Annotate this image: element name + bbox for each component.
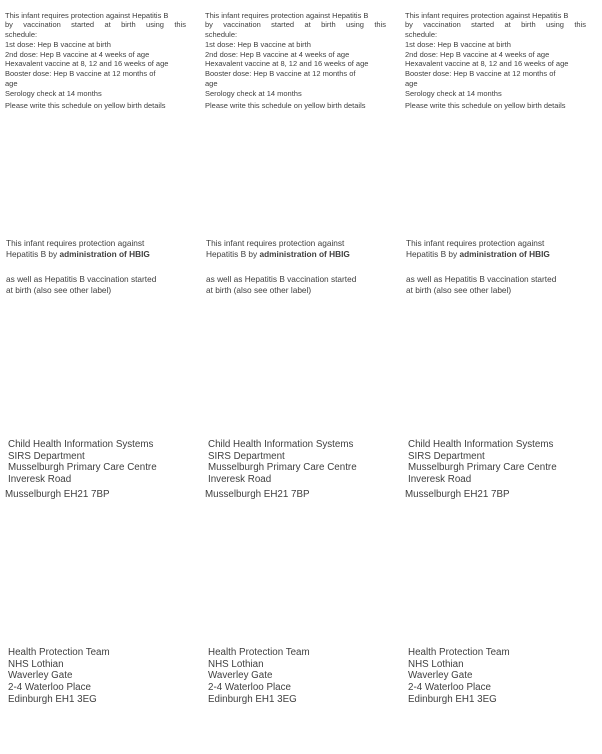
hbig-label: [405, 238, 600, 296]
label-text-line: age: [405, 79, 418, 89]
label-note-line: Please write this schedule on yellow birth details: [205, 100, 366, 110]
address-line: Edinburgh EH1 3EG: [408, 693, 497, 705]
label-text-line: 2nd dose: Hep B vaccine at 4 weeks of age: [5, 49, 150, 59]
chis-address-label: [205, 439, 400, 501]
address-line: Edinburgh EH1 3EG: [208, 693, 297, 705]
label-text-line: 2nd dose: Hep B vaccine at 4 weeks of age: [205, 49, 350, 59]
label-text-line: Serology check at 14 months: [5, 88, 102, 98]
label-text-line: age: [5, 79, 18, 89]
label-text-line: at birth (also see other label): [206, 284, 312, 295]
label-text-line: as well as Hepatitis B vaccination started: [406, 273, 557, 284]
schedule-labels-row: [0, 11, 602, 111]
label-text-line: by vaccination started at birth using this: [405, 20, 586, 30]
label-text-segment: Hepatitis B by: [406, 249, 460, 260]
label-note-line: Please write this schedule on yellow birth details: [5, 100, 166, 110]
address-line: NHS Lothian: [208, 658, 264, 670]
label-text-line: This infant requires protection against: [6, 238, 145, 248]
label-text-line: at birth (also see other label): [406, 284, 512, 295]
label-text-line: age: [205, 79, 218, 89]
label-text-line: Booster dose: Hep B vaccine at 12 months of: [5, 69, 156, 79]
hpt-address-label: [205, 647, 400, 706]
label-text-line: This infant requires protection against Hepatitis B: [5, 10, 169, 20]
address-line: Inveresk Road: [408, 474, 472, 486]
label-text-line: Serology check at 14 months: [405, 88, 502, 98]
address-line: Child Health Information Systems: [408, 439, 554, 450]
address-line: Musselburgh EH21 7BP: [5, 488, 110, 500]
address-line: 2-4 Waterloo Place: [208, 682, 291, 694]
hpt-address-row: [0, 647, 602, 706]
hepb-schedule-label: [405, 11, 600, 111]
label-text-line: This infant requires protection against: [206, 238, 345, 248]
chis-address-label: [405, 439, 600, 501]
label-text-line: Hexavalent vaccine at 8, 12 and 16 weeks of age: [5, 59, 169, 69]
label-text-line: 2nd dose: Hep B vaccine at 4 weeks of age: [405, 49, 550, 59]
address-line: SIRS Department: [8, 450, 85, 462]
address-line: Child Health Information Systems: [208, 439, 354, 450]
label-text-segment: Hepatitis B by: [6, 249, 60, 260]
label-bold-segment: administration of HBIG: [259, 249, 350, 260]
address-line: Health Protection Team: [208, 647, 310, 658]
label-bold-segment: administration of HBIG: [459, 249, 550, 260]
address-line: Musselburgh Primary Care Centre: [208, 462, 357, 474]
label-text-line: [406, 249, 600, 260]
label-text-line: Hexavalent vaccine at 8, 12 and 16 weeks of age: [405, 59, 569, 69]
address-line: Waverley Gate: [208, 670, 273, 682]
hepb-schedule-label: [205, 11, 400, 111]
address-line: SIRS Department: [408, 450, 485, 462]
label-text-line: by vaccination started at birth using this: [5, 20, 186, 30]
address-line: NHS Lothian: [8, 658, 64, 670]
chis-address-row: [0, 439, 602, 501]
address-line: Child Health Information Systems: [8, 439, 154, 450]
label-text-line: [6, 249, 200, 260]
hbig-labels-row: [0, 238, 602, 296]
label-text-line: 1st dose: Hep B vaccine at birth: [5, 39, 111, 49]
address-line: Health Protection Team: [408, 647, 510, 658]
hpt-address-label: [5, 647, 200, 706]
address-line: Inveresk Road: [208, 474, 272, 486]
address-line: SIRS Department: [208, 450, 285, 462]
hbig-label: [5, 238, 200, 296]
label-text-line: schedule:: [205, 30, 238, 40]
label-text-line: Serology check at 14 months: [205, 88, 302, 98]
address-line: Edinburgh EH1 3EG: [8, 693, 97, 705]
address-line: Musselburgh Primary Care Centre: [408, 462, 557, 474]
label-bold-segment: administration of HBIG: [59, 249, 150, 260]
address-line: Waverley Gate: [408, 670, 473, 682]
label-text-line: Hexavalent vaccine at 8, 12 and 16 weeks of age: [205, 59, 369, 69]
hepb-schedule-label: [5, 11, 200, 111]
address-line: NHS Lothian: [408, 658, 464, 670]
label-text-line: This infant requires protection against Hepatitis B: [405, 10, 569, 20]
label-text-line: [206, 249, 400, 260]
label-text-line: This infant requires protection against Hepatitis B: [205, 10, 369, 20]
address-line: Inveresk Road: [8, 474, 72, 486]
hpt-address-label: [405, 647, 600, 706]
label-text-line: as well as Hepatitis B vaccination started: [206, 273, 357, 284]
label-text-line: 1st dose: Hep B vaccine at birth: [205, 39, 311, 49]
label-text-line: Booster dose: Hep B vaccine at 12 months of: [205, 69, 356, 79]
label-note-line: Please write this schedule on yellow birth details: [405, 100, 566, 110]
chis-address-label: [5, 439, 200, 501]
address-line: Musselburgh Primary Care Centre: [8, 462, 157, 474]
label-text-segment: Hepatitis B by: [206, 249, 260, 260]
label-text-line: at birth (also see other label): [6, 284, 112, 295]
label-text-line: as well as Hepatitis B vaccination started: [6, 273, 157, 284]
label-text-line: This infant requires protection against: [406, 238, 545, 248]
label-text-line: schedule:: [405, 30, 438, 40]
hbig-label: [205, 238, 400, 296]
label-text-line: by vaccination started at birth using this: [205, 20, 386, 30]
label-text-line: 1st dose: Hep B vaccine at birth: [405, 39, 511, 49]
address-line: Musselburgh EH21 7BP: [405, 488, 510, 500]
label-text-line: Booster dose: Hep B vaccine at 12 months of: [405, 69, 556, 79]
address-line: 2-4 Waterloo Place: [408, 682, 491, 694]
address-line: Health Protection Team: [8, 647, 110, 658]
label-text-line: schedule:: [5, 30, 38, 40]
address-line: Waverley Gate: [8, 670, 73, 682]
address-line: Musselburgh EH21 7BP: [205, 488, 310, 500]
address-line: 2-4 Waterloo Place: [8, 682, 91, 694]
